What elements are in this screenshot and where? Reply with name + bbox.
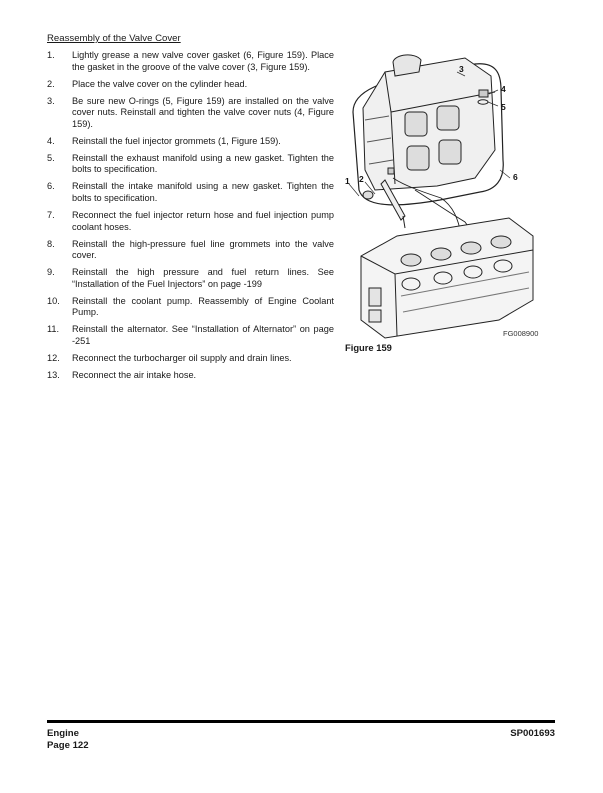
section-heading: Reassembly of the Valve Cover bbox=[47, 33, 181, 44]
step-text: Reinstall the fuel injector grommets (1, Figure 159). bbox=[72, 135, 281, 146]
step-number: 6. bbox=[47, 181, 55, 192]
step-number: 11. bbox=[47, 324, 60, 335]
step-item bbox=[47, 153, 334, 176]
figure-code: FG008900 bbox=[503, 329, 539, 338]
step-text: Reinstall the coolant pump. Reassembly of Engine Coolant Pump. bbox=[72, 295, 334, 318]
step-item bbox=[47, 96, 334, 131]
step-number: 13. bbox=[47, 370, 60, 381]
step-text: Reinstall the alternator. See “Installation of Alternator” on page -251 bbox=[72, 324, 334, 346]
step-text: Reinstall the intake manifold using a new gasket. Tighten the bolts to specification. bbox=[72, 181, 334, 203]
step-number: 9. bbox=[47, 267, 55, 278]
step-number: 8. bbox=[47, 238, 55, 249]
step-item bbox=[47, 79, 334, 91]
callout-1: 1 bbox=[345, 176, 350, 186]
step-item bbox=[47, 267, 334, 290]
step-number: 3. bbox=[47, 95, 55, 106]
callout-6: 6 bbox=[513, 172, 518, 182]
callout-5: 5 bbox=[501, 102, 506, 112]
figure-caption: Figure 159 bbox=[345, 342, 392, 353]
step-item bbox=[47, 136, 334, 148]
step-number: 10. bbox=[47, 295, 60, 306]
step-item bbox=[47, 324, 334, 347]
step-item bbox=[47, 296, 334, 319]
step-item bbox=[47, 370, 334, 382]
step-text: Reinstall the high pressure and fuel return lines. See “Installation of the Fuel Injectors” on page -199 bbox=[72, 267, 334, 289]
footer-section: Engine bbox=[47, 728, 79, 739]
step-number: 1. bbox=[47, 50, 55, 60]
callout-2: 2 bbox=[359, 174, 364, 184]
step-number: 2. bbox=[47, 78, 55, 89]
footer-rule bbox=[47, 720, 555, 723]
step-number: 12. bbox=[47, 353, 60, 364]
procedure-steps bbox=[47, 50, 334, 387]
step-text: Place the valve cover on the cylinder head. bbox=[72, 78, 248, 89]
step-number: 5. bbox=[47, 152, 55, 163]
footer-doc-id: SP001693 bbox=[510, 728, 555, 739]
step-number: 7. bbox=[47, 210, 55, 221]
footer-left bbox=[47, 728, 89, 752]
footer-page: Page 122 bbox=[47, 740, 89, 751]
step-item bbox=[47, 210, 334, 233]
step-text: Lightly grease a new valve cover gasket (6, Figure 159). Place the gasket in the groove of the valve cover (3, Figure 159). bbox=[72, 50, 334, 72]
step-text: Reinstall the exhaust manifold using a new gasket. Tighten the bolts to specification. bbox=[72, 152, 334, 175]
step-text: Reconnect the air intake hose. bbox=[72, 370, 197, 381]
step-item bbox=[47, 181, 334, 204]
step-number: 4. bbox=[47, 135, 55, 146]
step-item bbox=[47, 353, 334, 365]
callout-4: 4 bbox=[501, 84, 506, 94]
callout-3: 3 bbox=[459, 64, 464, 74]
valve-cover-figure bbox=[345, 50, 555, 340]
step-text: Reconnect the turbocharger oil supply and drain lines. bbox=[72, 353, 292, 364]
step-text: Be sure new O-rings (5, Figure 159) are installed on the valve cover nuts. Reinstall and tighten the valve cover nuts (4, Figure 159). bbox=[72, 95, 334, 129]
step-text: Reinstall the high-pressure fuel line grommets into the valve cover. bbox=[72, 238, 334, 261]
step-text: Reconnect the fuel injector return hose and fuel injection pump coolant hoses. bbox=[72, 210, 334, 232]
step-item bbox=[47, 50, 334, 73]
step-item bbox=[47, 239, 334, 262]
